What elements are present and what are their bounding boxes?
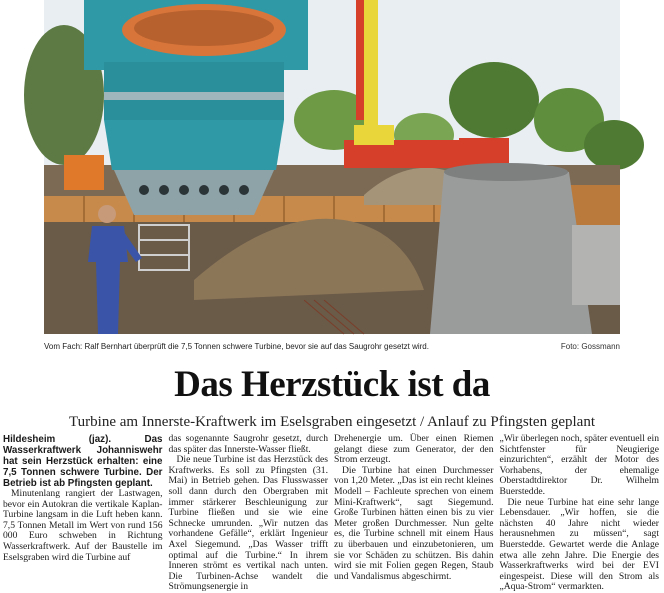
turbine-installation-photo [44, 0, 620, 334]
caption-text: Vom Fach: Ralf Bernhart überprüft die 7,5 Tonnen schwere Turbine, bevor sie auf das Saugrohr gesetzt wird. [44, 342, 429, 351]
article-headline: Das Herzstück ist da [174, 364, 490, 405]
photo-credit: Foto: Gossmann [560, 342, 620, 351]
article-column-2 [168, 433, 329, 593]
article-lead: Hildesheim (jaz). Das Wasserkraftwerk Johanniswehr hat sein Herzstück erhalten: eine 7,5 Tonnen schwere Turbine. Der Betrieb ist ab Pfingsten geplant. [3, 434, 163, 489]
article-body [3, 433, 659, 593]
article-column-3 [334, 433, 494, 582]
article-paragraph: Die Turbine hat einen Durchmesser von 1,20 Meter. „Das ist ein recht kleines Modell – Fachleute sprechen von einem Mini-Kraftwerk“, sagt Siegemund. Große Turbinen hätten einen bis zu vier Meter großen Durchmesser. Nun gelte es, die Turbine schnell mit einem Haus zu überbauen und einzubetonieren, um sie vor Schäden zu schützen. Bis dahin wird sie mit Folien gegen Regen, Staub und Vandalismus abgeschirmt. [334, 464, 494, 582]
article-paragraph: Die neue Turbine ist das Herzstück des Kraftwerks. Es soll zu Pfingsten (31. Mai) in Betrieb gehen. Das Flusswasser soll dann durch den Obergraben mit immer stärkerer Beschleunigung zur Turbine fließen und sie wie eine Schnecke umrunden. „Wir nutzen das vorhandene Gefälle“, erklärt Ingenieur Axel Siegemund. „Das Wasser trifft optimal auf die Turbine.“ In ihrem Inneren strömt es vertikal nach unten. Die Turbinen-Achse wandelt die Strömungsenergie in [168, 454, 328, 593]
article-paragraph: „Wir überlegen noch, später eventuell ein Sichtfenster für Neugierige einzurichten“, erzählt der Motor des Vorhabens, der ehemalige Oberstadtdirektor Dr. Wilhelm Buerstedde. [499, 433, 659, 497]
news-photo [44, 0, 620, 334]
article-column-1 [3, 434, 163, 572]
article-paragraph: Minutenlang rangiert der Lastwagen, bevor ein Autokran die vertikale Kaplan-Turbine langsam in die Luft heben kann. 7,5 Tonnen Metall im Wert von rund 156 000 Euro schweben in Richtung Wasserkraftwerk. Auf der Baustelle im Eselsgraben wird die Turbine auf [3, 488, 163, 563]
article-paragraph: das sogenannte Saugrohr gesetzt, durch das später das Innerste-Wasser fließt. [168, 433, 328, 455]
article-paragraph: Die neue Turbine hat eine sehr lange Lebensdauer. „Wir hoffen, sie die nächsten 40 Jahre nicht wieder herausnehmen zu müssen“, sagt Buerstedde. Gewartet werde die Anlage etwa alle zehn Jahre. Die Energie des Wasserkraftwerks wird bei der EVI eingespeist. Diese will den Strom als „Aqua-Strom“ vermarkten. [499, 496, 659, 593]
article-column-4 [499, 433, 660, 593]
article-paragraph: Drehenergie um. Über einen Riemen gelangt diese zum Generator, der den Strom erzeugt. [334, 433, 494, 466]
article-subheadline: Turbine am Innerste-Kraftwerk im Eselsgraben eingesetzt / Anlauf zu Pfingsten geplant [69, 414, 595, 430]
